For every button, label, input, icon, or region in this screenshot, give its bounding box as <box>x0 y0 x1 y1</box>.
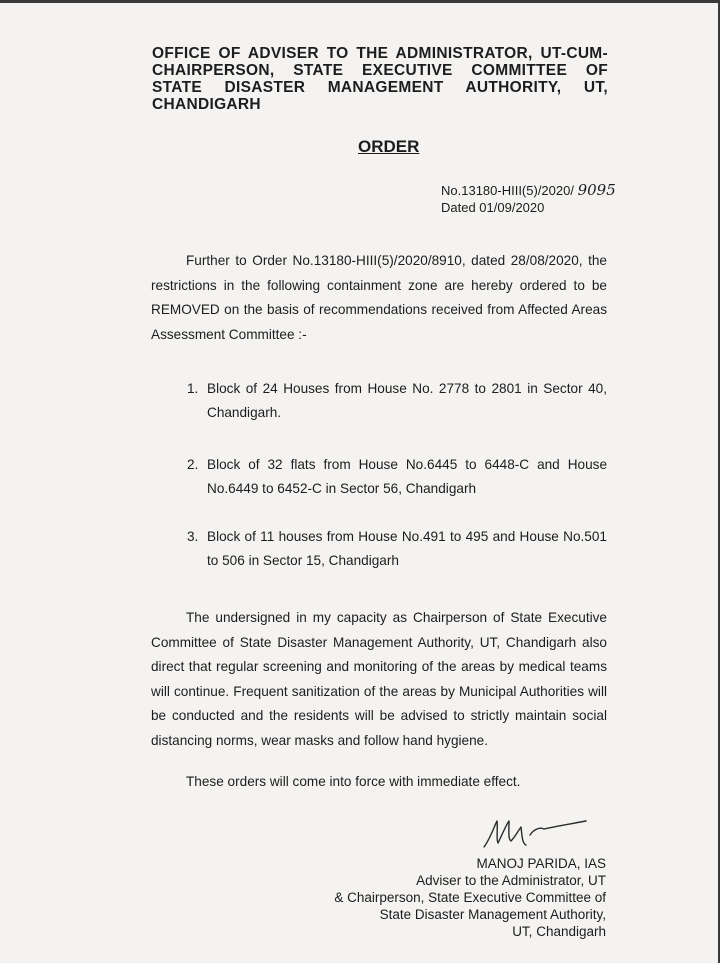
heading-line: CHAIRPERSON, STATE EXECUTIVE COMMITTEE OF <box>152 62 608 79</box>
list-item-number: 3. <box>187 529 199 544</box>
reference-number-line <box>441 182 616 199</box>
reference-number: No.13180-HIII(5)/2020/ <box>441 183 574 198</box>
order-date: Dated 01/09/2020 <box>441 200 545 215</box>
list-item-text: Block of 24 Houses from House No. 2778 to 2801 in Sector 40, Chandigarh. <box>207 381 607 420</box>
list-item <box>187 525 607 572</box>
order-reference <box>441 182 616 216</box>
list-item <box>187 453 607 500</box>
intro-paragraph <box>151 249 607 347</box>
list-item-text: Block of 11 houses from House No.491 to 495 and House No.501 to 506 in Sector 15, Chandigarh <box>207 529 607 568</box>
heading-line: OFFICE OF ADVISER TO THE ADMINISTRATOR, UT-CUM- <box>152 45 608 62</box>
heading-line: CHANDIGARH <box>152 96 261 113</box>
signatory-designation-line: Adviser to the Administrator, UT <box>416 873 606 888</box>
office-heading <box>152 45 608 113</box>
signatory-designation-line: State Disaster Management Authority, <box>379 907 606 922</box>
list-item-number: 1. <box>187 381 199 396</box>
signatory-block <box>334 855 606 940</box>
heading-line: STATE DISASTER MANAGEMENT AUTHORITY, UT, <box>152 79 608 96</box>
handwritten-dispatch-number: 9095 <box>577 181 616 199</box>
directive-paragraph <box>151 606 607 753</box>
handwritten-signature <box>478 809 588 859</box>
directive-paragraph-text: The undersigned in my capacity as Chairperson of State Executive Committee of State Disaster Management Authority, UT, Chandigarh also direct that regular screening and monitoring of the areas by medical teams will continue. Frequent sanitization of the areas by Municipal Authorities will be conducted and the residents will be advised to strictly maintain social distancing norms, wear masks and follow hand hygiene. <box>151 610 607 748</box>
list-item-number: 2. <box>187 457 199 472</box>
list-item-text: Block of 32 flats from House No.6445 to 6448-C and House No.6449 to 6452-C in Sector 56, Chandigarh <box>207 457 607 496</box>
order-title: ORDER <box>358 137 420 156</box>
list-item <box>187 377 607 424</box>
signatory-designation-line: UT, Chandigarh <box>512 924 606 939</box>
signatory-designation-line: & Chairperson, State Executive Committee of <box>334 890 606 905</box>
effect-statement: These orders will come into force with immediate effect. <box>186 774 521 789</box>
intro-paragraph-text: Further to Order No.13180-HIII(5)/2020/8910, dated 28/08/2020, the restrictions in the following containment zone are hereby ordered to be REMOVED on the basis of recommendations received from Affected Areas Assessment Committee :- <box>151 253 607 342</box>
signatory-name: MANOJ PARIDA, IAS <box>476 856 606 871</box>
document-page <box>0 3 718 963</box>
